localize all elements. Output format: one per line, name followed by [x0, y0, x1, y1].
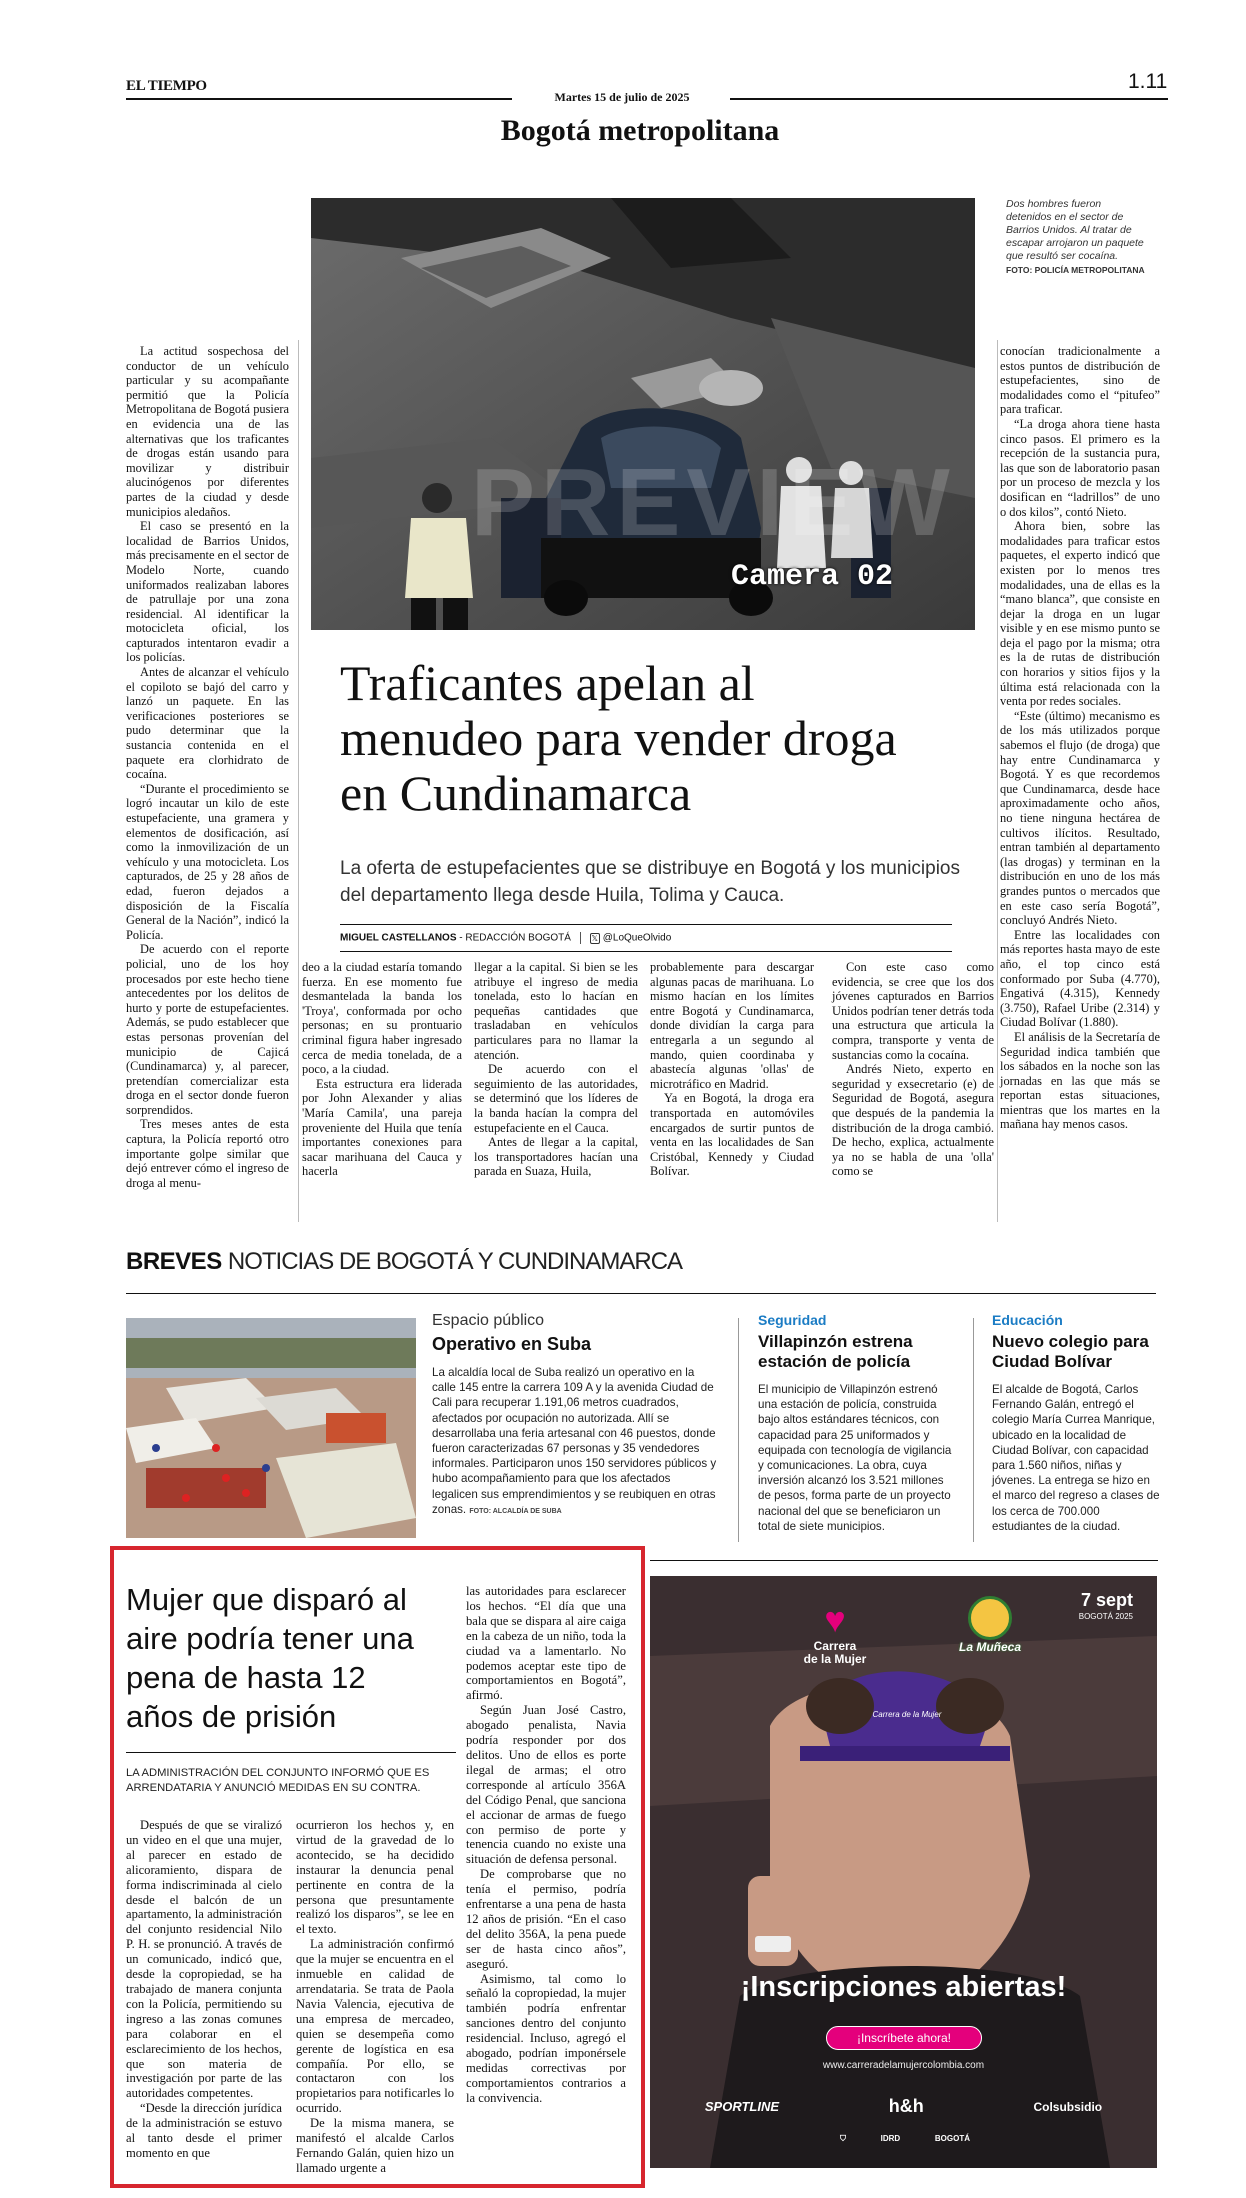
- ad-headline: ¡Inscripciones abiertas!: [740, 1971, 1067, 2003]
- x-social-icon: 𝕏: [591, 933, 598, 943]
- brand-logo: EL TIEMPO: [126, 78, 207, 94]
- paragraph: Esta estructura era liderada por John Alexander y alias 'María Camila', una pareja proveniente del Huila que tenía importantes conexiones para sacar marihuana del Cauca y hacerla: [302, 1076, 462, 1179]
- photo-credit: FOTO: POLICÍA METROPOLITANA: [1006, 265, 1145, 275]
- issue-date: Martes 15 de julio de 2025: [554, 90, 690, 104]
- breves-divider: [973, 1318, 974, 1542]
- ad-background: [650, 1576, 1157, 2168]
- paragraph: Con este caso como evidencia, se cree que los dos jóvenes capturados en Barrios Unidos podrían tener detrás toda una estructura que articula la compra, transporte y venta de sustancias como la cocaína.: [832, 960, 994, 1062]
- paragraph: deo a la ciudad estaría tomando fuerza. En ese momento fue desmantelada la banda los 'Troya', conformada por ocho personas; en su prontuario criminal figura haber ingresado cerca de media tonelada, de a poco, a la ciudad.: [302, 960, 462, 1077]
- ad-event-place: BOGOTÁ 2025: [1078, 1612, 1133, 1621]
- ad-event-name: [790, 1640, 880, 1666]
- paragraph: La actitud sospechosa del conductor de un vehículo particular y su acompañante permitió que la Policía Metropolitana de Bogotá pusiera en evidencia una de las alternativas que los traficantes de drogas están usando para movilizar y distribuir alucinógenos por diferentes partes de la ciudad y desde municipios aledaños.: [126, 344, 289, 519]
- paragraph: Ya en Bogotá, la droga era transportada en automóviles encargados de surtir puntos de venta en las localidades de San Cristóbal, Kennedy y Ciudad Bolívar.: [650, 1091, 814, 1179]
- breve-body: El municipio de Villapinzón estrenó una estación de policía, construida bajo altos estándares técnicos, con capacidad para 25 uniformados y equipada con tecnología de vigilancia y comunicaciones. La obra, cuya inversión alcanzó los 3.521 millones de pesos, forma parte de un proyecto nacional del que se beneficiaron un total de siete municipios.: [758, 1383, 952, 1533]
- paragraph: Según Juan José Castro, abogado penalista, Navia podría responder por dos delitos. Uno de ellos es porte ilegal de armas; el otro corresponde al artículo 356A del Código Penal, que sanciona el accionar de armas de fuego con permiso de porte y tenencia cuando no existe una situación de defensa personal.: [466, 1703, 626, 1867]
- paragraph: Andrés Nieto, experto en seguridad y exsecretario (e) de Seguridad de Bogotá, asegura que después de la pandemia la distribución de la droga cambió. De hecho, explica, actualmente ya no se habla de una 'olla' como se: [832, 1062, 994, 1179]
- boxed-column-2: [296, 1818, 454, 2176]
- sponsor-hh: h&h: [888, 2096, 924, 2116]
- column-divider: [298, 340, 299, 1222]
- mascot-name: La Muñeca: [958, 1640, 1021, 1654]
- carrera-mujer-ad[interactable]: [650, 1576, 1157, 2168]
- ad-event-name-1: Carrera: [813, 1639, 857, 1653]
- byline-divider: [580, 932, 581, 944]
- byline-rule-top: [340, 924, 952, 925]
- article-deck: La oferta de estupefacientes que se distribuye en Bogotá y los municipios del departamento llega desde Huila, Tolima y Cauca.: [340, 858, 960, 906]
- heart-icon: ♥: [824, 1599, 846, 1640]
- photo-caption: Dos hombres fueron detenidos en el sector de Barrios Unidos. Al tratar de escapar arrojaron un paquete que resultó ser cocaína.: [1006, 198, 1144, 262]
- ad-event-name-2: de la Mujer: [803, 1652, 867, 1666]
- article-right-column: [1000, 344, 1160, 1132]
- watermark: PREVIEW: [471, 449, 956, 556]
- breve-suba: [432, 1312, 718, 1519]
- article-column-2: [302, 960, 462, 1179]
- page-number: 1.11: [1128, 70, 1168, 93]
- byline: [340, 932, 671, 944]
- paragraph: El análisis de la Secretaría de Seguridad indica también que los sábados en la noche son las jornadas en las que más se reportan estas situaciones, mientras que los martes en la mañana hay menos casos.: [1000, 1029, 1160, 1132]
- breve-body: El alcalde de Bogotá, Carlos Fernando Galán, entregó el colegio María Currea Manrique, ubicado en la localidad de Ciudad Bolívar, con capacidad para 1.560 niños, niñas y jóvenes. La entrega se hizo en el marco del regreso a clases de los cerca de 700.000 estudiantes de la ciudad.: [992, 1383, 1160, 1533]
- breves-header: [126, 1248, 682, 1276]
- sponsor-sportline: SPORTLINE: [704, 2099, 780, 2114]
- market-scene: [126, 1318, 416, 1538]
- paragraph: “Este (último) mecanismo es de los más utilizados porque sabemos el flujo (de droga) que hay entre Cundinamarca y Bogotá. Y es que recordemos que Cundinamarca, desde hace aproximadamente ocho años, no tiene ninguna hectárea de cultivos ilícitos. Resultado, entran también al departamento (las drogas) y terminan en la distribución en uno de los más grandes puntos o mercados que en este caso sería Bogotá”, concluyó Andrés Nieto.: [1000, 708, 1160, 928]
- shield-icon: ⛉: [840, 2134, 846, 2143]
- paragraph: “Desde la dirección jurídica de la administración se estuvo al tanto desde el primer momento en que: [126, 2101, 282, 2160]
- paragraph: Antes de llegar a la capital, los transportadores hacían una parada en Suaza, Huila,: [474, 1135, 638, 1179]
- boxed-column-1: [126, 1818, 282, 2161]
- paragraph: “Durante el procedimiento se logró incautar un kilo de este estupefaciente, una gramera y elementos de dosificación, así como la inmovilización de un vehículo y una motocicleta. Los capturados, de 25 y 28 años de edad, fueron dejados a disposición de la Fiscalía General de la Nación”, indicó la Policía.: [126, 781, 289, 942]
- paragraph: Antes de alcanzar el vehículo el copiloto se bajó del carro y lanzó un paquete. En las verificaciones posteriores se pudo determinar que la sustancia contenida en el paquete era clorhidrato de cocaína.: [126, 665, 289, 782]
- paragraph: De acuerdo con el seguimiento de las autoridades, se determinó que los líderes de la banda hacían la compra del estupefaciente en el Cauca.: [474, 1062, 638, 1135]
- mascot-logo: [950, 1596, 1030, 1654]
- paragraph: conocían tradicionalmente a estos puntos de distribución de estupefacientes, sino de modalidades como el “pitufeo” para traficar.: [1000, 344, 1160, 417]
- paragraph: Entre las localidades con más reportes hasta mayo de este año, el top cinco está conformado por Suba (4.770), Engativá (4.315), Kennedy (3.750), Rafael Uribe (2.314) y Ciudad Bolívar (1.880).: [1000, 927, 1160, 1030]
- paragraph: Tres meses antes de esta captura, la Policía reportó otro importante golpe similar que dejó entrever cómo el ingreso de droga al menu-: [126, 1117, 289, 1190]
- breves-label: BREVES: [126, 1248, 222, 1275]
- social-handle[interactable]: @LoQueOlvido: [602, 932, 672, 944]
- ad-event-logo: [790, 1599, 880, 1666]
- breve-title: Villapinzón estrena estación de policía: [758, 1332, 913, 1371]
- article-column-4: [650, 960, 814, 1179]
- boxed-column-3: [466, 1584, 626, 2106]
- sponsor-colsubsidio: Colsubsidio: [1033, 2099, 1103, 2114]
- paragraph: El caso se presentó en la localidad de Barrios Unidos, más precisamente en el sector de Modelo Norte, cuando uniformados realizaban labores de patrullaje por una zona residencial. Al identificar la motocicleta oficial, los capturados intentaron evadir a los policías.: [126, 519, 289, 665]
- breve-title: Nuevo colegio para Ciudad Bolívar: [992, 1332, 1149, 1371]
- paragraph: “La droga ahora tiene hasta cinco pasos. El primero es la recepción de la sustancia pura, las que son de laboratorio pasan por un proceso de mezcla y los dosifican en “ladrillos” de uno o dos kilos”, contó Nieto.: [1000, 416, 1160, 519]
- masthead-rule-left: [126, 98, 512, 100]
- boxed-rule: [126, 1752, 456, 1753]
- ad-event-date: 7 sept: [1080, 1590, 1133, 1610]
- photo-caption-block: [1006, 198, 1146, 275]
- cap-text: Carrera de la Mujer: [872, 1710, 942, 1719]
- breve-kicker: Espacio público: [432, 1312, 545, 1329]
- mascot-icon: [968, 1596, 1012, 1640]
- breve-ciudad-bolivar: [992, 1312, 1160, 1534]
- masthead-rule-right: [730, 98, 1168, 100]
- article-column-5: [832, 960, 994, 1179]
- byline-author: MIGUEL CASTELLANOS: [340, 932, 457, 944]
- paragraph: Ahora bien, sobre las modalidades para traficar estos paquetes, el experto indicó que existen por lo menos tres modalidades, una de ellas es la “mano blanca”, que consiste en dejar la droga en un lugar visible y en ese mismo punto se deja el pago por la misma; otra es la de rutas de distribución con horarios y sitios fijos y la última está relacionada con la venta por redes sociales.: [1000, 519, 1160, 709]
- article-left-column: [126, 344, 289, 1190]
- paragraph: De la misma manera, se manifestó el alcalde Carlos Fernando Galán, quien hizo un llamado urgente a: [296, 2116, 454, 2175]
- breves-rule: [126, 1293, 1156, 1294]
- paragraph: La administración confirmó que la mujer se encuentra en el inmueble en calidad de arrendataria. Se trata de Paola Navia Valencia, ejecutiva de una empresa de mercadeo, quien se desempeña como gerente de logística en esa compañía. Por ello, se contactaron con los propietarios para notificarles lo ocurrido.: [296, 1937, 454, 2116]
- paragraph: De comprobarse que no tenía el permiso, podría enfrentarse a una pena de hasta 12 años de prisión. “En el caso del delito 356A, la pena puede ser de hasta cinco años”, aseguró.: [466, 1867, 626, 1971]
- boxed-headline: Mujer que disparó al aire podría tener una pena de hasta 12 años de prisión: [126, 1582, 414, 1734]
- breve-villapinzon: [758, 1312, 958, 1534]
- sponsor-idrd: IDRD: [880, 2134, 901, 2143]
- breves-sublabel: NOTICIAS DE BOGOTÁ Y CUNDINAMARCA: [227, 1248, 683, 1275]
- column-divider: [997, 340, 998, 1222]
- paragraph: llegar a la capital. Si bien se les atribuye el ingreso de media tonelada, esto lo hacían en pequeñas cantidades que trasladaban en vehículos particulares para no llamar la atención.: [474, 960, 638, 1062]
- paragraph: Después de que se viralizó un video en el que una mujer, al parecer en estado de alicoramiento, dispara de forma indiscriminada al cielo desde el balcón de un apartamento, la administración del conjunto residencial Nilo P. H. se pronunció. A través de un comunicado, indicó que, desde la copropiedad, se ha trabajado de manera conjunta con la Policía, permitiendo su ingreso a las zonas comunes para colaborar en el esclarecimiento de los hechos, que son materia de investigación por parte de las autoridades competentes.: [126, 1818, 282, 2101]
- byline-desk: - REDACCIÓN BOGOTÁ: [459, 932, 571, 944]
- section-title: Bogotá metropolitana: [500, 114, 780, 147]
- breve-kicker: Seguridad: [758, 1312, 827, 1328]
- paragraph: ocurrieron los hechos y, en virtud de la gravedad de lo acontecido, se ha decidido instaurar la denuncia penal pertinente en contra de la persona que presuntamente realizó los disparos”, se lee en el texto.: [296, 1818, 454, 1937]
- ad-sponsors-small: [840, 2134, 970, 2144]
- article-headline: Traficantes apelan al menudeo para vender droga en Cundinamarca: [340, 655, 897, 821]
- paragraph: probablemente para descargar algunas pacas de marihuana. Lo mismo hacían en los límites entre Bogotá y Cundinamarca, donde dividían la carga para entregarla a un segundo al mando, quien coordinaba y abastecía algunas 'ollas' de microtráfico en Madrid.: [650, 960, 814, 1091]
- breve-photo-credit: FOTO: ALCALDÍA DE SUBA: [469, 1507, 562, 1515]
- sponsor-bogota: BOGOTÁ: [934, 2134, 970, 2143]
- suba-market-photo: [126, 1318, 416, 1538]
- ad-url[interactable]: www.carreradelamujercolombia.com: [822, 2060, 985, 2071]
- section-rule: [650, 1560, 1158, 1561]
- breve-body-text: La alcaldía local de Suba realizó un operativo en la calle 145 entre la carrera 109 A y la avenida Ciudad de Cali para recuperar 1.191,06 metros cuadrados, afectados por ocupación no autorizada. Allí se desarrollaba una feria artesanal con 46 puestos, donde fueron caracterizadas 67 personas y 35 vendedores informales. Participaron unos 150 servidores públicos y hubo acompañamiento para que los afectados legalicen sus emprendimientos y se reubiquen en otras zonas.: [432, 1366, 717, 1516]
- ad-cta-button[interactable]: ¡Inscríbete ahora!: [826, 2026, 982, 2050]
- breve-body: [432, 1365, 718, 1519]
- paragraph: las autoridades para esclarecer los hechos. “El día que una bala que se dispara al aire caiga en la cabeza de un niño, toda la ciudad va a lamentarlo. No podemos aceptar este tipo de comportamientos en Bogotá”, afirmó.: [466, 1584, 626, 1703]
- article-column-3: [474, 960, 638, 1179]
- cctv-photo: [311, 198, 975, 630]
- breve-kicker: Educación: [992, 1312, 1063, 1328]
- paragraph: Asimismo, tal como lo señaló la copropiedad, la mujer también podría enfrentar sanciones dentro del conjunto residencial. Incluso, agregó el abogado, podrían imponérsele medidas correctivas por comportamientos contrarios a la convivencia.: [466, 1971, 626, 2105]
- paragraph: De acuerdo con el reporte policial, uno de los hoy procesados por este hecho tiene antecedentes por los delitos de hurto y porte de estupefacientes. Además, se pudo establecer que estas personas provenían del municipio de Cajicá (Cundinamarca) y, al parecer, pretendían comercializar esta droga en el sector donde fueron sorprendidos.: [126, 942, 289, 1117]
- byline-rule-bottom: [340, 951, 952, 952]
- ad-sponsors: [650, 2096, 1157, 2117]
- camera-label: Camera 02: [731, 560, 894, 594]
- breves-divider: [738, 1318, 739, 1542]
- breve-title: Operativo en Suba: [432, 1334, 592, 1354]
- boxed-deck: LA ADMINISTRACIÓN DEL CONJUNTO INFORMÓ QUE ES ARRENDATARIA Y ANUNCIÓ MEDIDAS EN SU CONTRA.: [126, 1767, 430, 1794]
